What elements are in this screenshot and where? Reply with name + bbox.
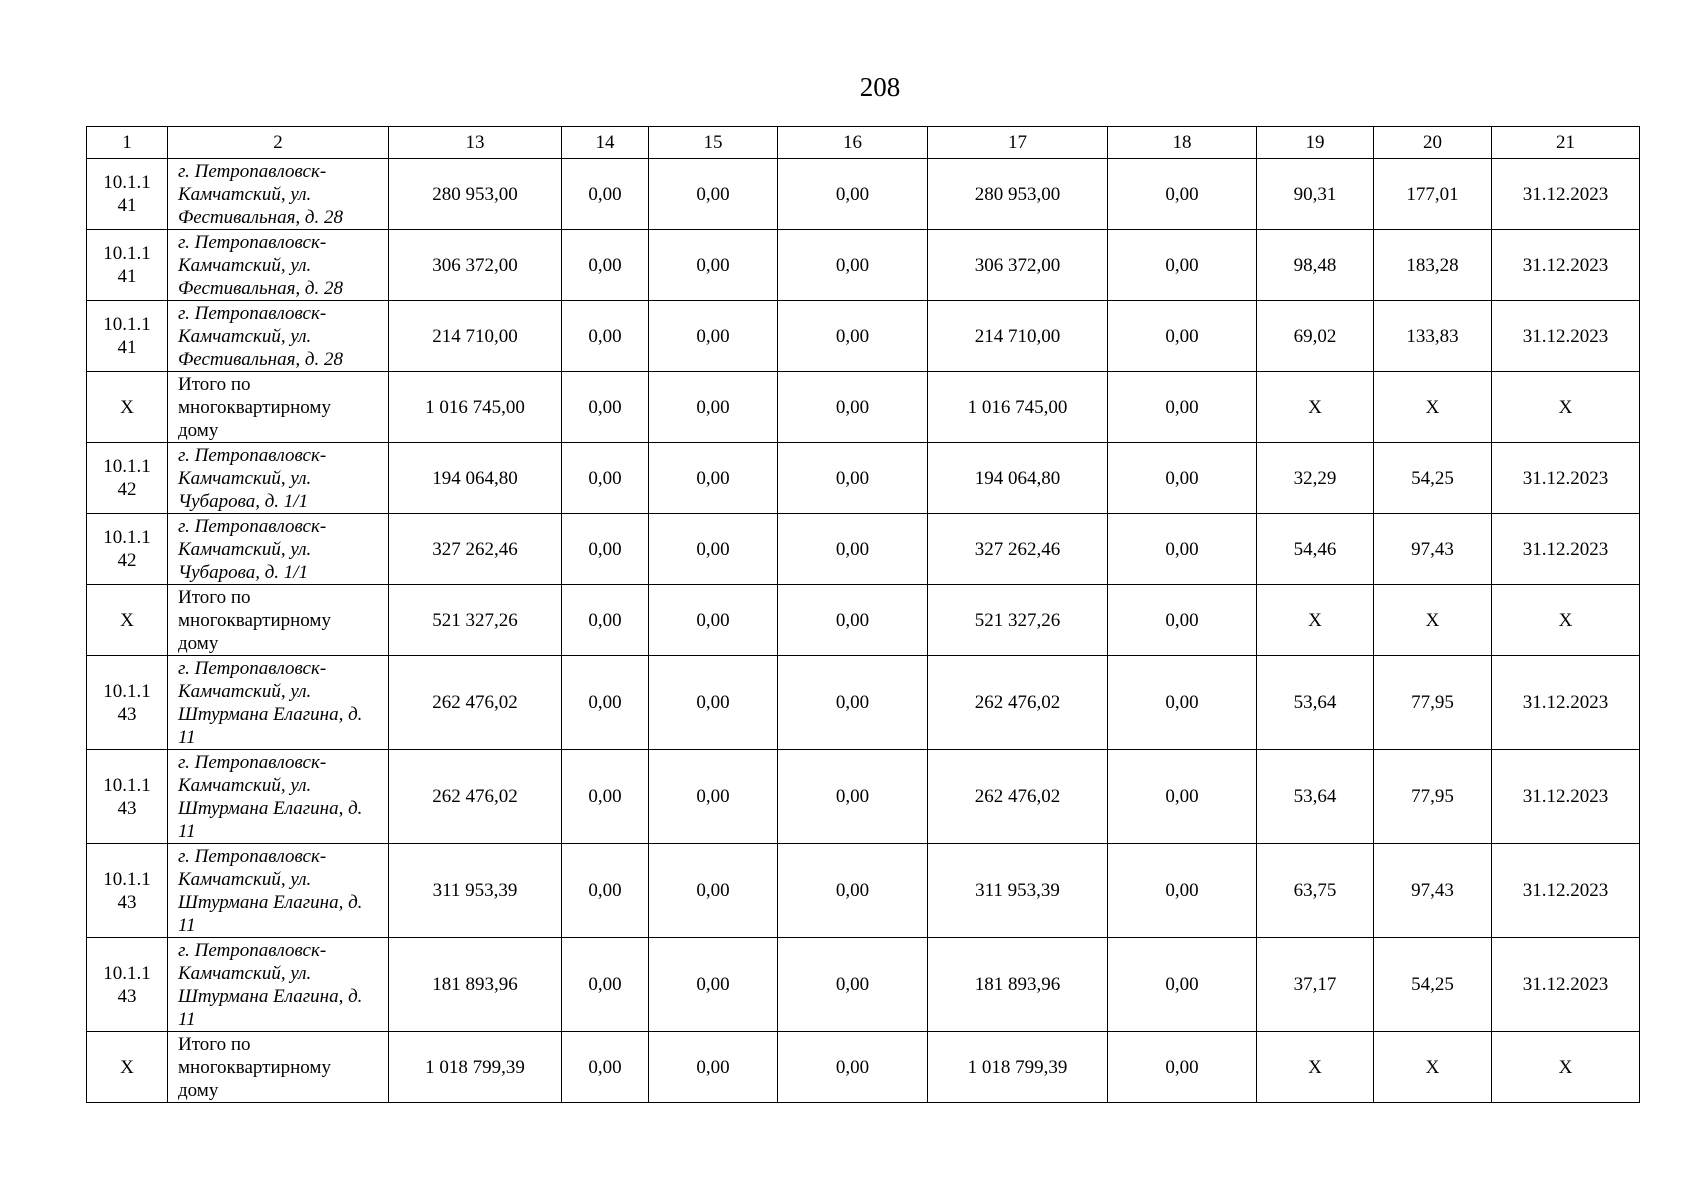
value-cell: 54,25: [1374, 443, 1492, 514]
value-cell: 214 710,00: [928, 301, 1108, 372]
value-cell: 98,48: [1257, 230, 1374, 301]
value-cell: 521 327,26: [928, 585, 1108, 656]
value-cell: X: [1374, 585, 1492, 656]
value-cell: 0,00: [562, 585, 649, 656]
value-cell: 0,00: [778, 750, 928, 844]
value-cell: 194 064,80: [928, 443, 1108, 514]
column-header: 21: [1492, 127, 1640, 159]
item-number-cell: 10.1.1 42: [87, 514, 168, 585]
value-cell: 0,00: [562, 230, 649, 301]
value-cell: 521 327,26: [389, 585, 562, 656]
value-cell: 0,00: [1108, 844, 1257, 938]
value-cell: 1 016 745,00: [389, 372, 562, 443]
value-cell: 0,00: [649, 159, 778, 230]
value-cell: 37,17: [1257, 938, 1374, 1032]
value-cell: 77,95: [1374, 656, 1492, 750]
address-cell: г. Петропавловск- Камчатский, ул. Фестивальная, д. 28: [168, 230, 389, 301]
value-cell: 0,00: [1108, 159, 1257, 230]
table-row: [87, 159, 1640, 230]
item-number-cell: 10.1.1 42: [87, 443, 168, 514]
value-cell: 327 262,46: [389, 514, 562, 585]
value-cell: 1 018 799,39: [928, 1032, 1108, 1103]
value-cell: 0,00: [778, 1032, 928, 1103]
table-header-row: [87, 127, 1640, 159]
column-header: 18: [1108, 127, 1257, 159]
address-cell: г. Петропавловск- Камчатский, ул. Штурмана Елагина, д. 11: [168, 844, 389, 938]
value-cell: X: [1257, 585, 1374, 656]
value-cell: 0,00: [1108, 656, 1257, 750]
column-header: 15: [649, 127, 778, 159]
value-cell: 54,46: [1257, 514, 1374, 585]
value-cell: 97,43: [1374, 844, 1492, 938]
item-number-cell: 10.1.1 41: [87, 159, 168, 230]
address-cell: г. Петропавловск- Камчатский, ул. Чубарова, д. 1/1: [168, 514, 389, 585]
value-cell: 0,00: [562, 372, 649, 443]
value-cell: 181 893,96: [928, 938, 1108, 1032]
value-cell: 0,00: [778, 443, 928, 514]
address-cell: г. Петропавловск- Камчатский, ул. Штурмана Елагина, д. 11: [168, 656, 389, 750]
value-cell: 0,00: [649, 656, 778, 750]
value-cell: 133,83: [1374, 301, 1492, 372]
value-cell: 0,00: [778, 656, 928, 750]
column-header: 17: [928, 127, 1108, 159]
table-row: [87, 750, 1640, 844]
value-cell: 53,64: [1257, 656, 1374, 750]
address-cell: г. Петропавловск- Камчатский, ул. Штурмана Елагина, д. 11: [168, 750, 389, 844]
value-cell: 306 372,00: [389, 230, 562, 301]
value-cell: 177,01: [1374, 159, 1492, 230]
value-cell: 262 476,02: [928, 750, 1108, 844]
item-number-cell: 10.1.1 43: [87, 938, 168, 1032]
value-cell: 77,95: [1374, 750, 1492, 844]
value-cell: 0,00: [1108, 372, 1257, 443]
date-cell: X: [1492, 372, 1640, 443]
value-cell: 280 953,00: [928, 159, 1108, 230]
value-cell: 0,00: [778, 159, 928, 230]
date-cell: 31.12.2023: [1492, 443, 1640, 514]
value-cell: 262 476,02: [389, 656, 562, 750]
value-cell: 306 372,00: [928, 230, 1108, 301]
value-cell: 0,00: [649, 443, 778, 514]
table-body: [87, 159, 1640, 1103]
value-cell: 63,75: [1257, 844, 1374, 938]
value-cell: X: [1257, 372, 1374, 443]
date-cell: X: [1492, 585, 1640, 656]
item-number-cell: 10.1.1 43: [87, 656, 168, 750]
value-cell: 194 064,80: [389, 443, 562, 514]
column-header: 13: [389, 127, 562, 159]
item-number-cell: X: [87, 1032, 168, 1103]
value-cell: 262 476,02: [928, 656, 1108, 750]
value-cell: 0,00: [1108, 585, 1257, 656]
value-cell: 0,00: [778, 230, 928, 301]
value-cell: X: [1374, 1032, 1492, 1103]
item-number-cell: 10.1.1 43: [87, 750, 168, 844]
column-header: 20: [1374, 127, 1492, 159]
value-cell: 181 893,96: [389, 938, 562, 1032]
table-row: [87, 301, 1640, 372]
date-cell: 31.12.2023: [1492, 230, 1640, 301]
value-cell: X: [1257, 1032, 1374, 1103]
value-cell: 0,00: [562, 301, 649, 372]
value-cell: 0,00: [778, 301, 928, 372]
value-cell: 0,00: [1108, 301, 1257, 372]
data-table: [86, 126, 1640, 1103]
value-cell: 0,00: [562, 514, 649, 585]
value-cell: 0,00: [1108, 514, 1257, 585]
date-cell: 31.12.2023: [1492, 301, 1640, 372]
address-cell: г. Петропавловск- Камчатский, ул. Чубарова, д. 1/1: [168, 443, 389, 514]
address-cell: г. Петропавловск- Камчатский, ул. Фестивальная, д. 28: [168, 301, 389, 372]
column-header: 1: [87, 127, 168, 159]
total-row: [87, 372, 1640, 443]
value-cell: 32,29: [1257, 443, 1374, 514]
value-cell: 69,02: [1257, 301, 1374, 372]
total-row: [87, 1032, 1640, 1103]
total-row: [87, 585, 1640, 656]
value-cell: 0,00: [649, 301, 778, 372]
value-cell: 97,43: [1374, 514, 1492, 585]
date-cell: X: [1492, 1032, 1640, 1103]
value-cell: 0,00: [1108, 443, 1257, 514]
value-cell: 0,00: [1108, 750, 1257, 844]
value-cell: 183,28: [1374, 230, 1492, 301]
value-cell: X: [1374, 372, 1492, 443]
page-number: 208: [859, 72, 901, 102]
value-cell: 0,00: [778, 938, 928, 1032]
value-cell: 90,31: [1257, 159, 1374, 230]
date-cell: 31.12.2023: [1492, 844, 1640, 938]
value-cell: 0,00: [778, 514, 928, 585]
date-cell: 31.12.2023: [1492, 159, 1640, 230]
address-cell: г. Петропавловск- Камчатский, ул. Штурмана Елагина, д. 11: [168, 938, 389, 1032]
item-number-cell: X: [87, 372, 168, 443]
date-cell: 31.12.2023: [1492, 938, 1640, 1032]
value-cell: 53,64: [1257, 750, 1374, 844]
item-number-cell: 10.1.1 43: [87, 844, 168, 938]
value-cell: 0,00: [649, 230, 778, 301]
value-cell: 0,00: [649, 372, 778, 443]
value-cell: 280 953,00: [389, 159, 562, 230]
column-header: 2: [168, 127, 389, 159]
item-number-cell: X: [87, 585, 168, 656]
value-cell: 262 476,02: [389, 750, 562, 844]
total-label-cell: Итого по многоквартирному дому: [168, 372, 389, 443]
value-cell: 0,00: [1108, 1032, 1257, 1103]
value-cell: 0,00: [562, 656, 649, 750]
value-cell: 0,00: [649, 1032, 778, 1103]
value-cell: 214 710,00: [389, 301, 562, 372]
value-cell: 0,00: [649, 938, 778, 1032]
value-cell: 0,00: [1108, 230, 1257, 301]
date-cell: 31.12.2023: [1492, 750, 1640, 844]
value-cell: 0,00: [778, 844, 928, 938]
table-row: [87, 656, 1640, 750]
date-cell: 31.12.2023: [1492, 656, 1640, 750]
value-cell: 0,00: [778, 585, 928, 656]
value-cell: 0,00: [562, 750, 649, 844]
address-cell: г. Петропавловск- Камчатский, ул. Фестивальная, д. 28: [168, 159, 389, 230]
column-header: 14: [562, 127, 649, 159]
column-header: 16: [778, 127, 928, 159]
value-cell: 327 262,46: [928, 514, 1108, 585]
value-cell: 0,00: [649, 514, 778, 585]
value-cell: 0,00: [562, 443, 649, 514]
value-cell: 311 953,39: [389, 844, 562, 938]
value-cell: 0,00: [778, 372, 928, 443]
total-label-cell: Итого по многоквартирному дому: [168, 585, 389, 656]
value-cell: 54,25: [1374, 938, 1492, 1032]
column-header: 19: [1257, 127, 1374, 159]
date-cell: 31.12.2023: [1492, 514, 1640, 585]
value-cell: 0,00: [562, 844, 649, 938]
value-cell: 1 018 799,39: [389, 1032, 562, 1103]
value-cell: 311 953,39: [928, 844, 1108, 938]
value-cell: 0,00: [649, 585, 778, 656]
table-row: [87, 443, 1640, 514]
value-cell: 1 016 745,00: [928, 372, 1108, 443]
item-number-cell: 10.1.1 41: [87, 301, 168, 372]
value-cell: 0,00: [649, 750, 778, 844]
table-row: [87, 514, 1640, 585]
total-label-cell: Итого по многоквартирному дому: [168, 1032, 389, 1103]
table-row: [87, 844, 1640, 938]
value-cell: 0,00: [562, 159, 649, 230]
item-number-cell: 10.1.1 41: [87, 230, 168, 301]
table-row: [87, 230, 1640, 301]
value-cell: 0,00: [1108, 938, 1257, 1032]
table-row: [87, 938, 1640, 1032]
value-cell: 0,00: [649, 844, 778, 938]
value-cell: 0,00: [562, 1032, 649, 1103]
value-cell: 0,00: [562, 938, 649, 1032]
